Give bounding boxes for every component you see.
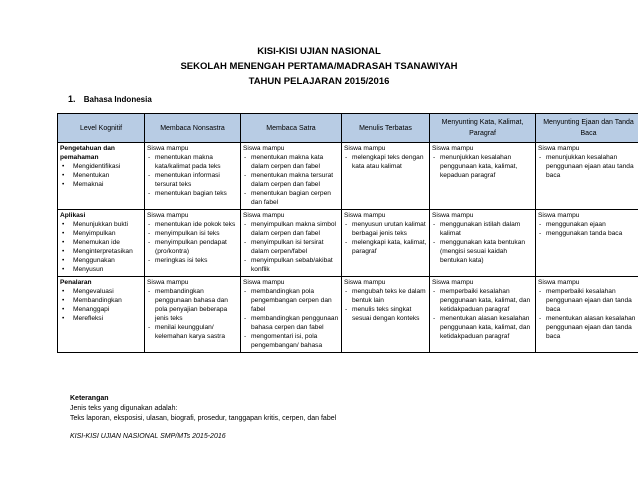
competency-item: - menggunakan kata bentukan (mengisi sesuai kaidah bentukan kata) (432, 238, 533, 265)
competency-lead: Siswa mampu (147, 212, 189, 219)
competency-item: - menentukan alasan kesalahan penggunaan ejaan dan tanda baca (538, 314, 638, 341)
level-item: • Menentukan (60, 171, 142, 180)
header-cell: Menulis Terbatas (342, 114, 430, 143)
competency-item: - menggunakan tanda baca (538, 229, 638, 238)
level-title: Pengetahuan dan pemahaman (60, 145, 115, 161)
competency-item: - menentukan alasan kesalahan penggunaan kata, kalimat, dan ketidakpaduan paragraf (432, 314, 533, 341)
competency-cell (536, 210, 638, 277)
competency-cell (241, 277, 342, 353)
competency-item: - menyusun urutan kalimat berbagai jenis teks (344, 220, 427, 238)
competency-list (243, 153, 339, 207)
table-body (58, 143, 638, 353)
competency-item: - menggunakan ejaan (538, 220, 638, 229)
competency-item: - menyimpulkan sebab/akibat konflik (243, 256, 339, 274)
competency-lead: Siswa mampu (432, 145, 474, 152)
competency-item: - menilai keunggulan/ kelemahan karya sastra (147, 323, 238, 341)
notes-line: Jenis teks yang digunakan adalah: (70, 405, 178, 412)
competency-list (147, 153, 238, 198)
competency-cell (430, 143, 536, 210)
competency-item: - membandingkan pola pengembangan cerpen dan fabel (243, 287, 339, 314)
competency-list (344, 220, 427, 256)
level-item: • Mengevaluasi (60, 287, 142, 296)
competency-list (538, 153, 638, 180)
competency-item: - menyimpulkan makna simbol dalam cerpen dan fabel (243, 220, 339, 238)
competency-list (344, 153, 427, 171)
competency-item: - menentukan bagian cerpen dan fabel (243, 189, 339, 207)
kisi-table (57, 113, 638, 353)
level-cell (58, 210, 145, 277)
title-line-1: KISI-KISI UJIAN NASIONAL (257, 46, 381, 57)
table-row (58, 143, 638, 210)
level-cell (58, 277, 145, 353)
competency-item: - menentukan makna tersurat dalam cerpen dan fabel (243, 171, 339, 189)
level-list (60, 220, 142, 274)
competency-lead: Siswa mampu (344, 145, 386, 152)
notes-heading: Keterangan (70, 395, 109, 402)
notes-block (70, 394, 336, 424)
competency-list (147, 287, 238, 341)
section-label: Bahasa Indonesia (83, 95, 152, 104)
competency-item: - menggunakan istilah dalam kalimat (432, 220, 533, 238)
level-item: • Menanggapi (60, 305, 142, 314)
competency-list (147, 220, 238, 265)
competency-item: - memperbaiki kesalahan penggunaan kata, kalimat, dan ketidakpaduan paragraf (432, 287, 533, 314)
level-item: • Menemukan ide (60, 238, 142, 247)
competency-list (538, 287, 638, 341)
page-footer: KISI-KISI UJIAN NASIONAL SMP/MTs 2015-2016 (70, 433, 226, 440)
competency-item: - membandingkan penggunaan bahasa dan pola penyajian beberapa jenis teks (147, 287, 238, 323)
competency-cell (145, 143, 241, 210)
competency-list (432, 287, 533, 341)
header-cell: Menyunting Ejaan dan Tanda Baca (536, 114, 638, 143)
level-item: • Menyusun (60, 265, 142, 274)
header-cell: Membaca Nonsastra (145, 114, 241, 143)
competency-item: - menentukan ide pokok teks (147, 220, 238, 229)
section-heading (68, 94, 152, 104)
competency-lead: Siswa mampu (344, 279, 386, 286)
competency-lead: Siswa mampu (243, 212, 285, 219)
level-list (60, 162, 142, 189)
level-item: • Merefleksi (60, 314, 142, 323)
competency-cell (536, 277, 638, 353)
section-number: 1. (68, 94, 76, 104)
competency-list (243, 287, 339, 350)
competency-cell (342, 210, 430, 277)
competency-item: - menyimpulkan pendapat (pro/kontra) (147, 238, 238, 256)
competency-item: - membandingkan penggunaan bahasa cerpen dan fabel (243, 314, 339, 332)
competency-item: - menyimpulkan isi teks (147, 229, 238, 238)
competency-lead: Siswa mampu (147, 145, 189, 152)
competency-lead: Siswa mampu (243, 279, 285, 286)
competency-list (432, 220, 533, 265)
competency-list (432, 153, 533, 180)
level-cell (58, 143, 145, 210)
header-cell: Menyunting Kata, Kalimat, Paragraf (430, 114, 536, 143)
header-cell: Level Kognitif (58, 114, 145, 143)
level-item: • Menggunakan (60, 256, 142, 265)
competency-item: - menunjukkan kesalahan penggunaan kata, kalimat, kepaduan paragraf (432, 153, 533, 180)
level-item: • Membandingkan (60, 296, 142, 305)
level-item: • Menunjukkan bukti (60, 220, 142, 229)
notes-line: Teks laporan, eksposisi, ulasan, biografi, prosedur, tanggapan kritis, cerpen, dan fabel (70, 415, 337, 422)
level-item: • Mengidentifikasi (60, 162, 142, 171)
level-list (60, 287, 142, 323)
competency-item: - mengomentari isi, pola pengembangan/ bahasa (243, 332, 339, 350)
title-line-3: TAHUN PELAJARAN 2015/2016 (248, 76, 390, 87)
table-row (58, 277, 638, 353)
competency-cell (145, 277, 241, 353)
competency-item: - mengubah teks ke dalam bentuk lain (344, 287, 427, 305)
competency-lead: Siswa mampu (344, 212, 386, 219)
competency-item: - menentukan bagian teks (147, 189, 238, 198)
competency-cell (241, 143, 342, 210)
competency-cell (430, 210, 536, 277)
level-item: • Memaknai (60, 180, 142, 189)
competency-item: - memperbaiki kesalahan penggunaan ejaan dan tanda baca (538, 287, 638, 314)
competency-lead: Siswa mampu (538, 212, 580, 219)
competency-item: - menyimpulkan isi tersirat dalam cerpen/fabel (243, 238, 339, 256)
competency-cell (430, 277, 536, 353)
competency-lead: Siswa mampu (432, 212, 474, 219)
level-item: • Menginterpretasikan (60, 247, 142, 256)
competency-lead: Siswa mampu (432, 279, 474, 286)
document-title-block (0, 44, 638, 89)
competency-item: - melengkapi kata, kalimat, paragraf (344, 238, 427, 256)
table-header-row (58, 114, 638, 143)
competency-list (538, 220, 638, 238)
competency-item: - menunjukkan kesalahan penggunaan ejaan atau tanda baca (538, 153, 638, 180)
competency-lead: Siswa mampu (538, 279, 580, 286)
competency-cell (342, 277, 430, 353)
level-item: • Menyimpulkan (60, 229, 142, 238)
competency-item: - menentukan makna kata/kalimat pada teks (147, 153, 238, 171)
competency-item: - menulis teks singkat sesuai dengan konteks (344, 305, 427, 323)
header-cell: Membaca Satra (241, 114, 342, 143)
competency-item: - meringkas isi teks (147, 256, 238, 265)
competency-item: - menentukan informasi tersurat teks (147, 171, 238, 189)
competency-list (243, 220, 339, 274)
competency-list (344, 287, 427, 323)
level-title: Penalaran (60, 279, 92, 286)
competency-item: - melengkapi teks dengan kata atau kalimat (344, 153, 427, 171)
competency-item: - menentukan makna kata dalam cerpen dan fabel (243, 153, 339, 171)
competency-cell (241, 210, 342, 277)
competency-cell (536, 143, 638, 210)
competency-cell (342, 143, 430, 210)
title-line-2: SEKOLAH MENENGAH PERTAMA/MADRASAH TSANAWIYAH (180, 61, 458, 72)
competency-cell (145, 210, 241, 277)
level-title: Aplikasi (60, 212, 86, 219)
competency-lead: Siswa mampu (538, 145, 580, 152)
competency-lead: Siswa mampu (243, 145, 285, 152)
competency-lead: Siswa mampu (147, 279, 189, 286)
table-row (58, 210, 638, 277)
